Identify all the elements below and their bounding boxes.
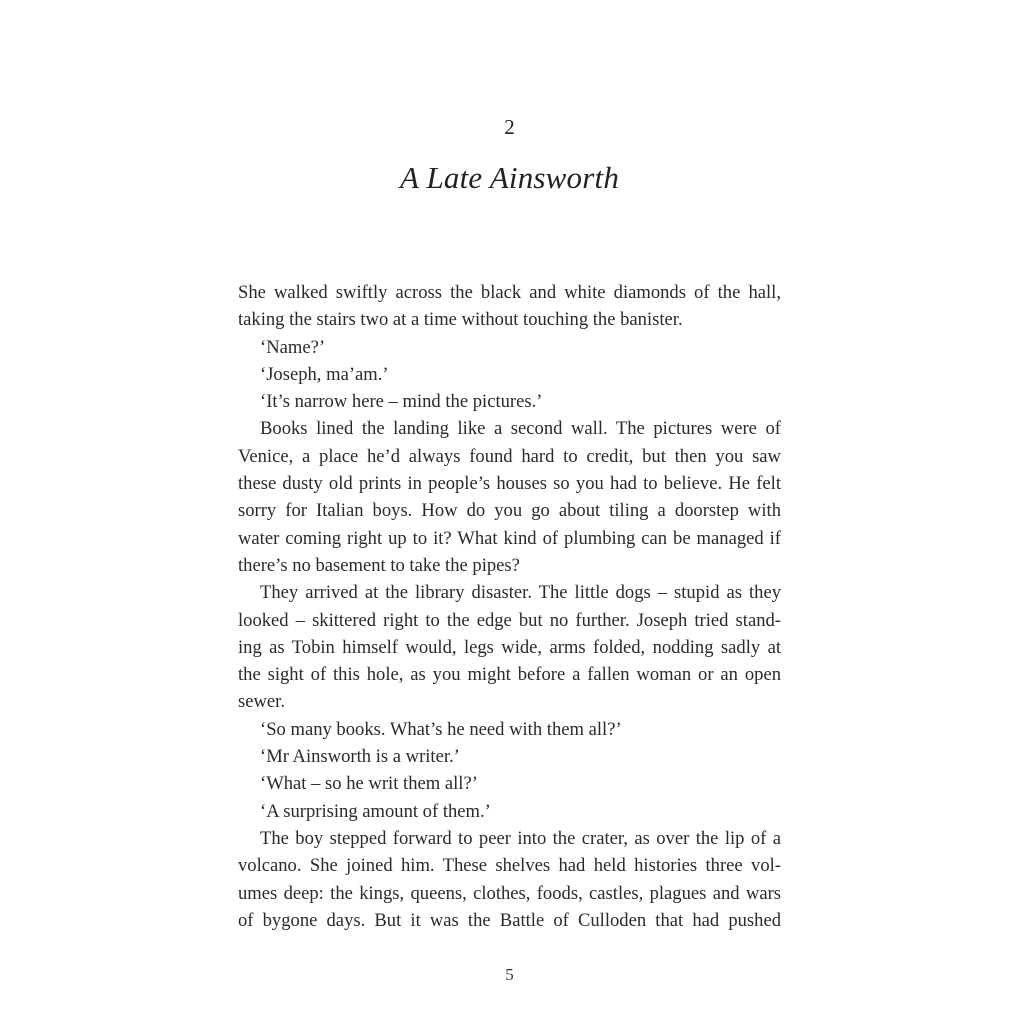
text-line: of bygone days. But it was the Battle of Culloden that had pushed [238,909,781,931]
text-line: Books lined the landing like a second wall. The pictures were of [260,418,781,440]
text-line: volcano. She joined him. These shelves had held histories three vol- [238,855,781,877]
text-line: looked – skittered right to the edge but no further. Joseph tried stand- [238,609,781,631]
text-line: ‘So many books. What’s he need with them all?’ [260,718,622,740]
text-line: ‘Name?’ [260,336,326,358]
text-line: ‘Mr Ainsworth is a writer.’ [260,746,460,768]
text-line: The boy stepped forward to peer into the crater, as over the lip of a [260,827,781,849]
page-number: 5 [505,965,514,984]
text-line: Venice, a place he’d always found hard to credit, but then you saw [238,445,781,467]
chapter-title: A Late Ainsworth [399,160,620,195]
text-line: ‘Joseph, ma’am.’ [260,363,389,385]
text-line: sorry for Italian boys. How do you go about tiling a doorstep with [238,500,781,522]
text-line: ‘What – so he writ them all?’ [260,773,478,795]
body-text [238,279,781,934]
text-line: ing as Tobin himself would, legs wide, arms folded, nodding sadly at [238,636,781,658]
text-line: sewer. [238,691,285,713]
text-line: taking the stairs two at a time without touching the banister. [238,309,683,331]
text-line: there’s no basement to take the pipes? [238,554,520,576]
chapter-number: 2 [504,115,515,139]
text-line: the sight of this hole, as you might before a fallen woman or an open [238,664,781,686]
text-line: these dusty old prints in people’s houses so you had to believe. He felt [238,473,781,495]
text-line: umes deep: the kings, queens, clothes, foods, castles, plagues and wars [238,882,781,904]
text-line: water coming right up to it? What kind of plumbing can be managed if [238,527,781,549]
text-line: ‘It’s narrow here – mind the pictures.’ [260,391,543,413]
text-line: They arrived at the library disaster. The little dogs – stupid as they [260,582,781,604]
text-line: She walked swiftly across the black and white diamonds of the hall, [238,282,781,303]
text-line: ‘A surprising amount of them.’ [260,800,491,822]
